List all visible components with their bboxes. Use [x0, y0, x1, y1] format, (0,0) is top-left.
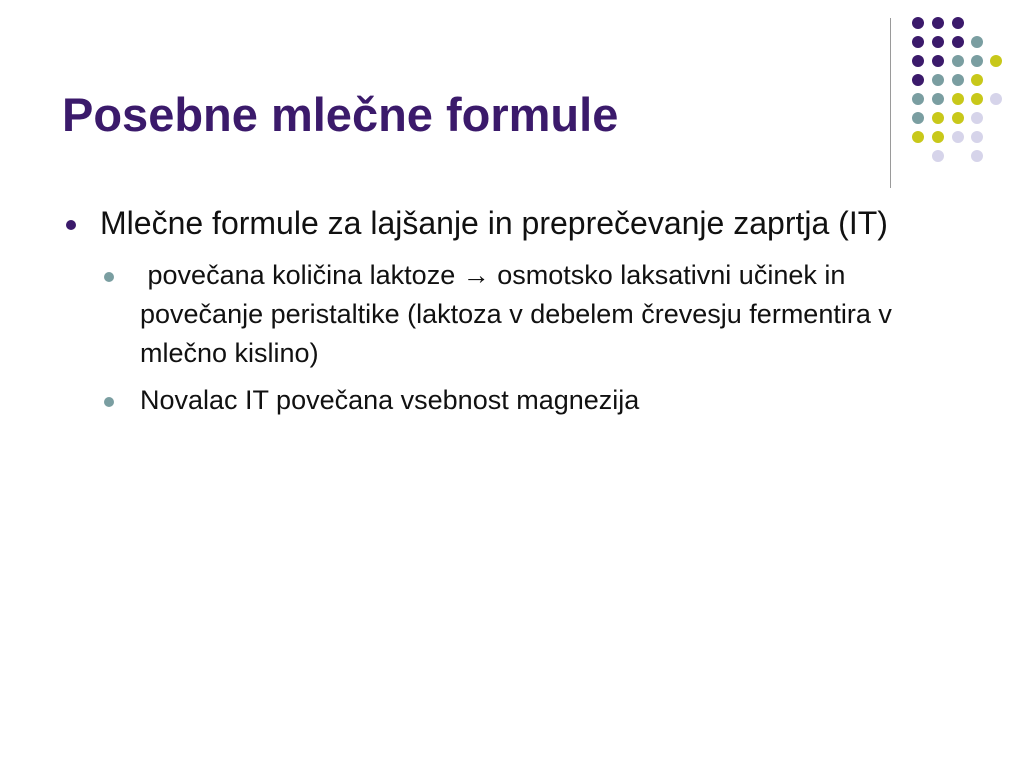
bullet-text: Mlečne formule za lajšanje in preprečevanje zaprtja (IT): [100, 205, 888, 241]
deco-dot: [952, 74, 964, 86]
deco-dot: [952, 17, 964, 29]
deco-dot: [952, 131, 964, 143]
deco-dot: [952, 93, 964, 105]
sub-bullet-item: [102, 381, 962, 420]
deco-dot: [971, 150, 983, 162]
slide-content: [62, 200, 962, 428]
deco-dot: [932, 55, 944, 67]
sub-bullet-dot-icon: [104, 272, 114, 282]
deco-dot: [990, 55, 1002, 67]
deco-dot: [971, 112, 983, 124]
sub-bullet-text: Novalac IT povečana vsebnost magnezija: [140, 385, 640, 415]
deco-dot: [990, 93, 1002, 105]
deco-dot: [912, 55, 924, 67]
deco-dot: [912, 17, 924, 29]
sub-bullet-dot-icon: [104, 397, 114, 407]
slide-title: Posebne mlečne formule: [62, 88, 619, 141]
dot-grid-group: [912, 17, 1002, 162]
deco-dot: [932, 93, 944, 105]
deco-dot: [912, 74, 924, 86]
deco-dot: [912, 93, 924, 105]
deco-dot: [932, 131, 944, 143]
deco-dot: [971, 93, 983, 105]
deco-dot: [952, 36, 964, 48]
deco-dot: [971, 36, 983, 48]
vertical-divider: [890, 18, 891, 188]
sub-bullet-list: [102, 256, 962, 420]
deco-dot: [971, 74, 983, 86]
bullet-dot-icon: [66, 220, 76, 230]
sub-bullet-text: povečana količina laktoze → osmotsko laksativni učinek in povečanje peristaltike (laktoza v debelem črevesju fermentira v mlečno kislino): [140, 260, 900, 368]
deco-dot: [912, 112, 924, 124]
deco-dot: [952, 55, 964, 67]
sub-bullet-item: [102, 256, 962, 373]
deco-dot: [932, 74, 944, 86]
deco-dot: [932, 36, 944, 48]
deco-dot: [932, 17, 944, 29]
deco-dot: [952, 112, 964, 124]
deco-dot: [912, 131, 924, 143]
deco-dot: [932, 112, 944, 124]
deco-dot: [912, 36, 924, 48]
deco-dot: [971, 55, 983, 67]
deco-dot: [932, 150, 944, 162]
bullet-item: [62, 200, 962, 246]
deco-dot: [971, 131, 983, 143]
